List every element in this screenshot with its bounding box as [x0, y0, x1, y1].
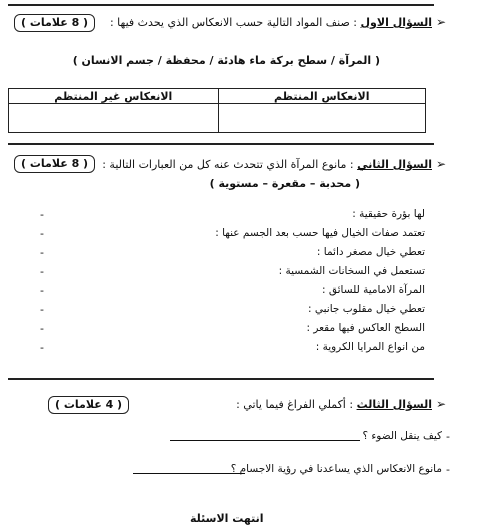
q1-table-cell-regular[interactable] — [218, 104, 426, 133]
q1-classification-table — [8, 88, 426, 133]
q1-table-cell-irregular[interactable] — [9, 104, 219, 133]
q3-blank-line[interactable] — [170, 431, 360, 441]
top-divider — [8, 4, 434, 6]
q2-item-dash: - — [40, 341, 44, 354]
q2-item-dash: - — [40, 322, 44, 335]
q2-prompt: : مانوع المرآة الذي تتحدث عنه كل من العبارات التالية : — [102, 158, 354, 171]
q2-item: تستعمل في السخانات الشمسية : — [278, 265, 425, 277]
q2-item-dash: - — [40, 208, 44, 221]
q3-arrow-icon: ➢ — [436, 397, 447, 411]
q1-table-header-irregular: الانعكاس غير المنتظم — [9, 89, 219, 104]
q3-prompt: : أكملي الفراغ فيما ياتي : — [236, 398, 354, 411]
q2-item: لها بؤرة حقيقية : — [352, 208, 425, 220]
q2-marks-badge: ( 8 علامات ) — [14, 155, 95, 173]
q3-item-dash: - — [446, 430, 450, 443]
q3-item: مانوع الانعكاس الذي يساعدنا في رؤية الاجسام ؟ — [230, 463, 442, 475]
q3-item: كيف ينقل الضوء ؟ — [362, 430, 442, 442]
q2-item-dash: - — [40, 303, 44, 316]
q2-divider — [8, 143, 434, 145]
q2-item: تعتمد صفات الخيال فيها حسب بعد الجسم عنها : — [215, 227, 425, 239]
q1-arrow-icon: ➢ — [436, 15, 447, 29]
q3-title: السؤال الثالث — [356, 398, 432, 411]
q2-heading — [102, 158, 432, 171]
q3-item-dash: - — [446, 463, 450, 476]
q1-marks-badge: ( 8 علامات ) — [14, 14, 95, 32]
q2-item: تعطي خيال مقلوب جانبي : — [308, 303, 425, 315]
q2-item-dash: - — [40, 284, 44, 297]
q2-title: السؤال الثاني — [357, 158, 432, 171]
q1-materials: ( المرآة / سطح بركة ماء هادئة / محفظة / جسم الانسان ) — [72, 54, 380, 67]
q3-heading — [236, 398, 432, 411]
q2-options: ( محدبة – مقعرة – مستوية ) — [209, 177, 360, 190]
q1-prompt: : صنف المواد التالية حسب الانعكاس الذي يحدث فيها : — [109, 16, 358, 29]
footer-end-text: انتهت الاسئلة — [190, 512, 264, 525]
q3-divider — [8, 378, 434, 380]
q3-marks-badge: ( 4 علامات ) — [48, 396, 129, 414]
q1-title: السؤال الاول — [360, 16, 432, 29]
q1-heading — [110, 16, 432, 29]
q1-table-header-regular: الانعكاس المنتظم — [218, 89, 426, 104]
q3-blank-line[interactable] — [133, 464, 245, 474]
q2-item: من انواع المرايا الكروية : — [315, 341, 425, 353]
q2-item: المرآة الامامية للسائق : — [321, 284, 425, 296]
q2-item-dash: - — [40, 265, 44, 278]
q2-arrow-icon: ➢ — [436, 157, 447, 171]
q2-item-dash: - — [40, 227, 44, 240]
q2-item: تعطي خيال مصغر دائما : — [316, 246, 425, 258]
q2-item: السطح العاكس فيها مقعر : — [306, 322, 425, 334]
q2-item-dash: - — [40, 246, 44, 259]
